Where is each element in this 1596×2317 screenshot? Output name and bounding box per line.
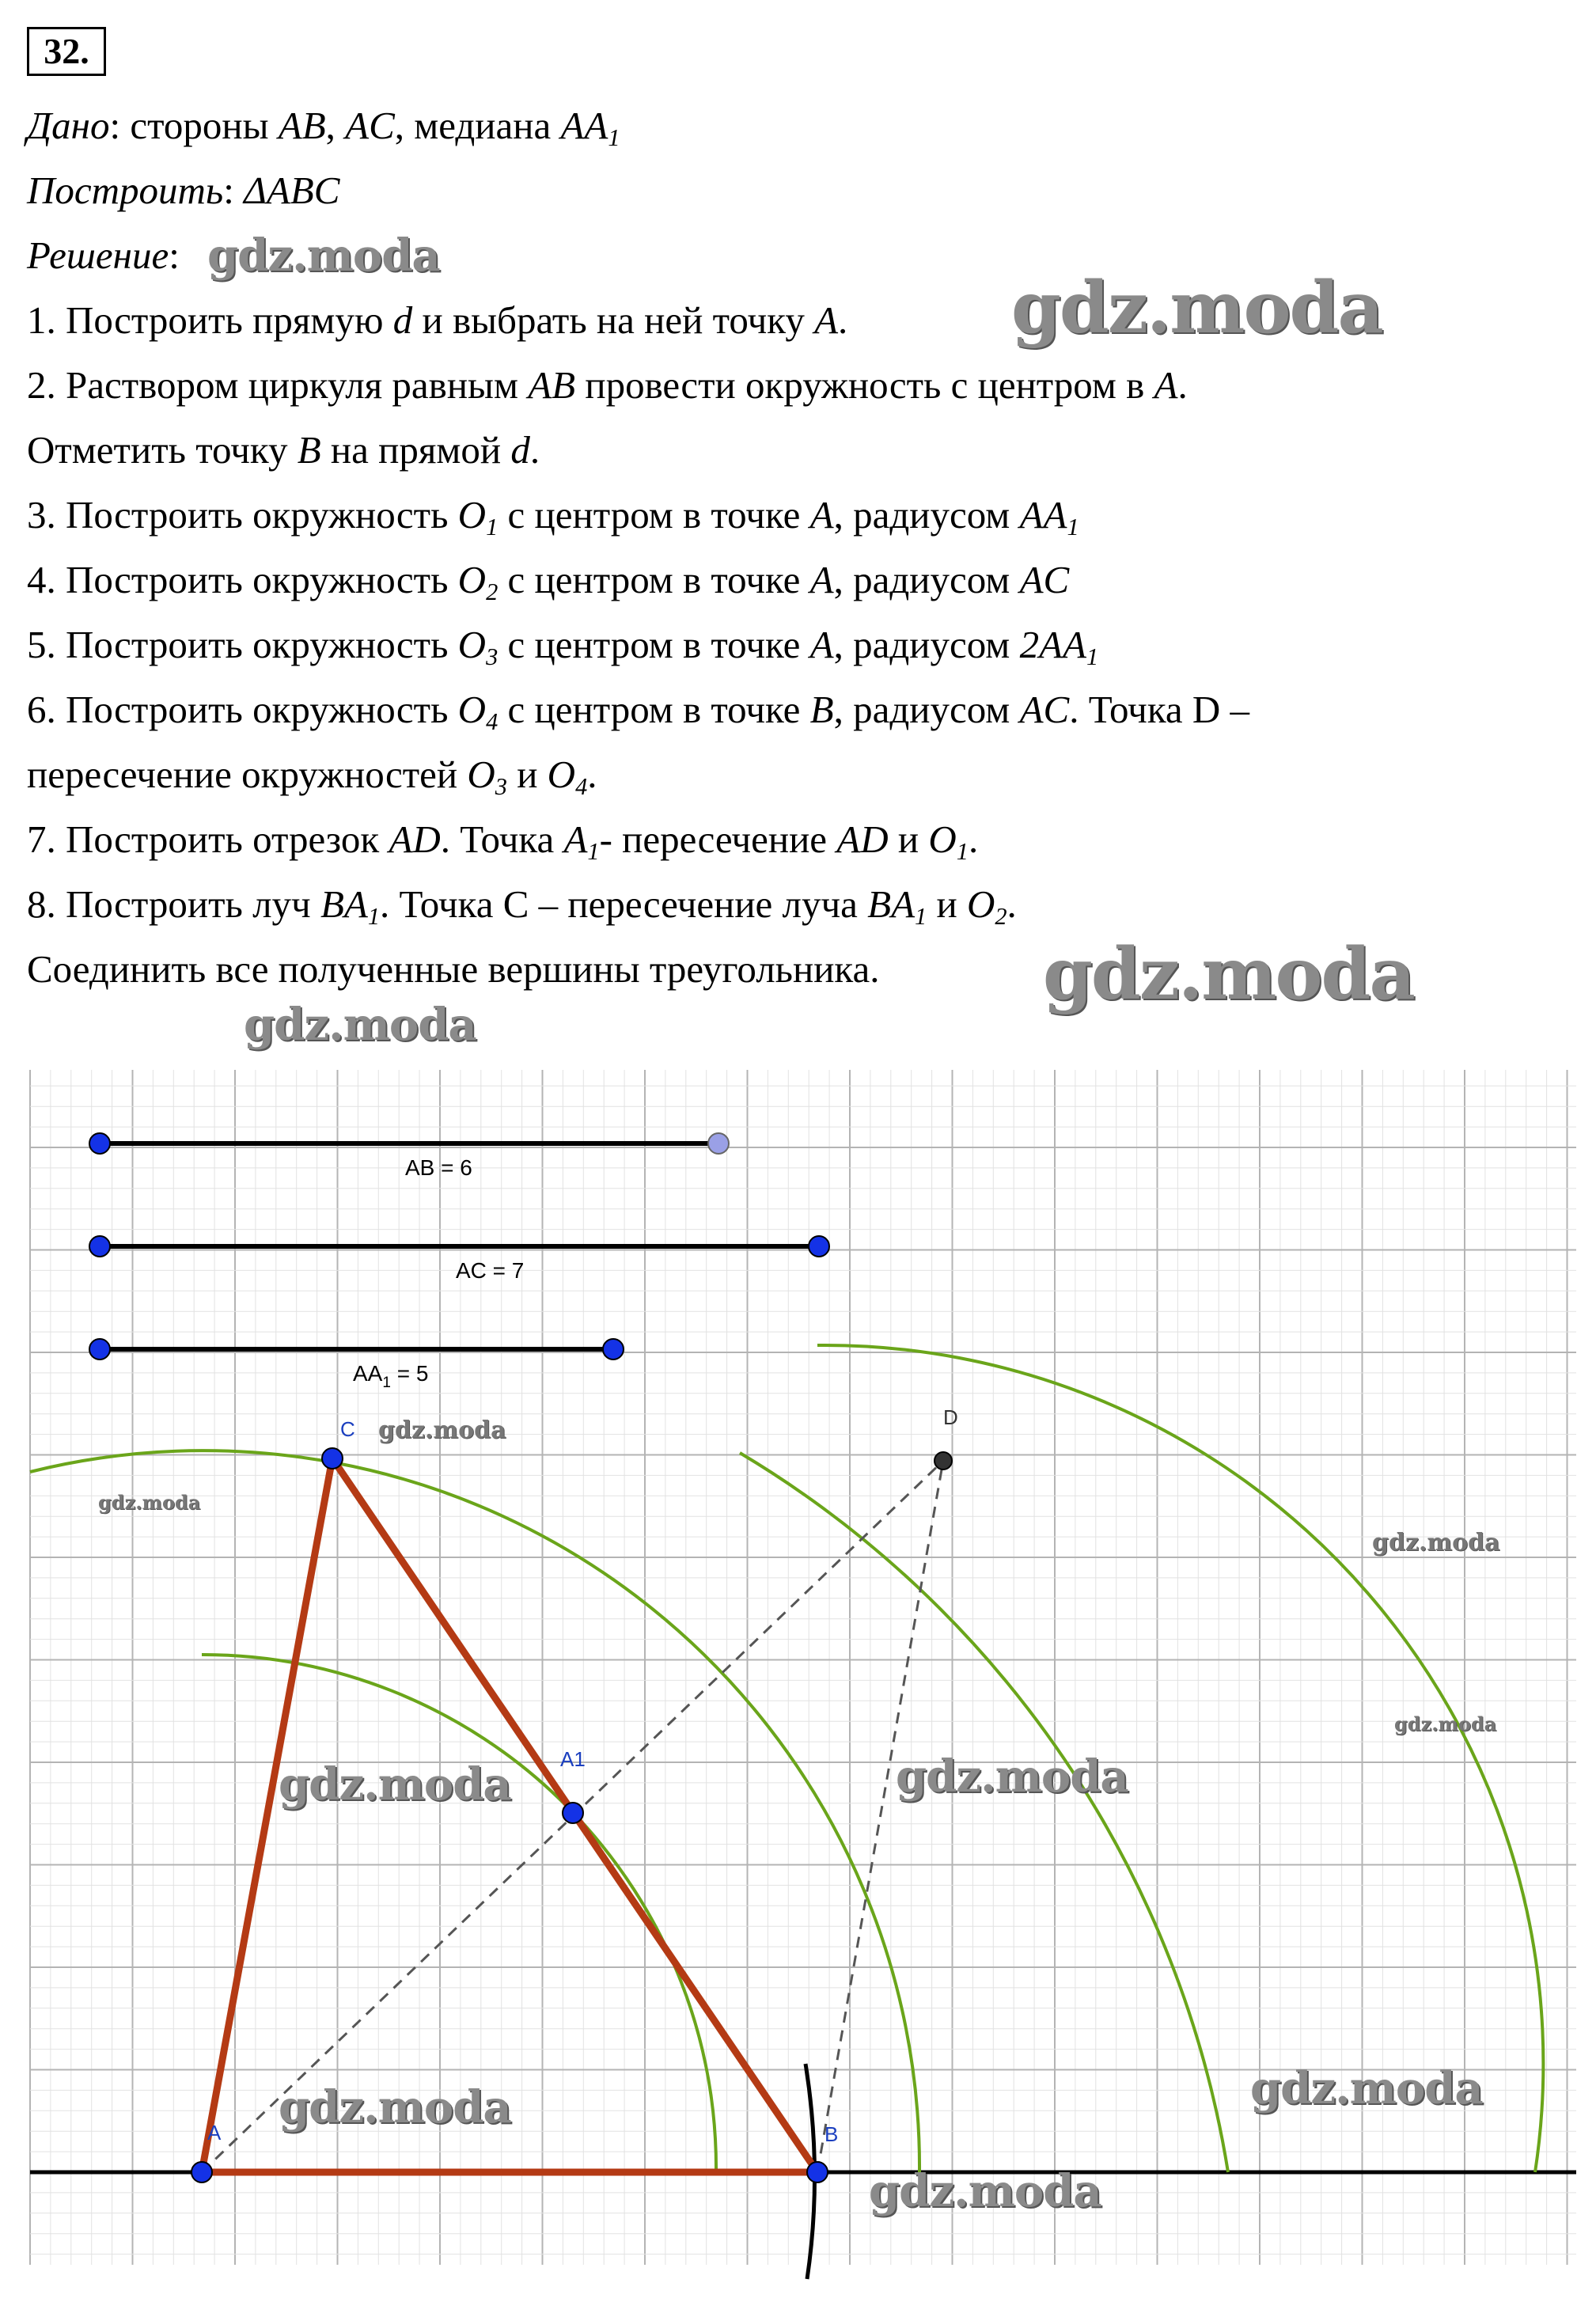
- watermark: gdz.moda: [279, 2081, 511, 2133]
- segment-ab-label: AB = 6: [405, 1155, 472, 1180]
- step-8: 8. Построить луч $BA_1$. Точка С – пересечение луча $BA_1$ и $O_2$.: [27, 882, 1017, 931]
- segment-bd: [817, 1461, 943, 2172]
- circle-o3-arc: [740, 1453, 1228, 2172]
- segment-ab-start-point: [89, 1133, 110, 1154]
- step-4: 4. Построить окружность $O_2$ с центром в точке A, радиусом AC: [27, 558, 1070, 606]
- step-1: 1. Построить прямую d и выбрать на ней точку A.: [27, 298, 848, 342]
- watermark: gdz.moda: [378, 1416, 506, 1444]
- step-3: 3. Построить окружность $O_1$ с центром в точке A, радиусом $AA_1$: [27, 493, 1079, 541]
- watermark: gdz.moda: [1043, 932, 1414, 1016]
- label-b: B: [825, 2122, 839, 2146]
- triangle-abc: [202, 1458, 817, 2172]
- point-b: [807, 2162, 828, 2182]
- step-2: 2. Раствором циркуля равным AB провести окружность с центром в A.: [27, 363, 1188, 407]
- step-2-continued: Отметить точку B на прямой d.: [27, 428, 540, 472]
- point-d: [934, 1452, 952, 1469]
- problem-number: 32.: [27, 27, 106, 76]
- watermark: gdz.moda: [1011, 266, 1382, 350]
- given-label: Дано: [27, 104, 110, 147]
- segment-aa1-end-point: [603, 1339, 624, 1359]
- point-a: [191, 2162, 212, 2182]
- step-6: 6. Построить окружность $O_4$ с центром в точке B, радиусом AC. Точка D –: [27, 688, 1250, 736]
- circle-o2-arc: [30, 1450, 919, 2172]
- watermark: gdz.moda: [869, 2165, 1101, 2217]
- watermark: gdz.moda: [896, 1750, 1128, 1803]
- step-7: 7. Построить отрезок AD. Точка $A_1-$ пересечение AD и $O_1$.: [27, 817, 979, 866]
- given-line: Дано: стороны AB, AC, медиана $AA_1$: [27, 104, 620, 152]
- watermark: gdz.moda: [1372, 1529, 1500, 1557]
- watermark: gdz.moda: [98, 1491, 201, 1514]
- point-c: [322, 1448, 343, 1469]
- segment-ab-end-point: [708, 1133, 729, 1154]
- construction-arcs: [30, 1345, 1543, 2279]
- label-a: A: [207, 2121, 222, 2144]
- construct-label: Построить: [27, 169, 224, 212]
- watermark: gdz.moda: [1394, 1712, 1497, 1735]
- segment-ac-end-point: [809, 1236, 829, 1257]
- watermark: gdz.moda: [244, 999, 476, 1051]
- solution-line: Решение:: [27, 233, 180, 277]
- solution-label: Решение: [27, 233, 169, 277]
- segment-ac-start-point: [89, 1236, 110, 1257]
- point-a1: [563, 1803, 583, 1823]
- watermark: gdz.moda: [279, 1758, 511, 1811]
- watermark: gdz.moda: [207, 229, 440, 282]
- segment-aa1-start-point: [89, 1339, 110, 1359]
- label-d: D: [943, 1405, 958, 1429]
- watermark: gdz.moda: [1250, 2062, 1483, 2114]
- label-a1: A1: [560, 1747, 586, 1771]
- step-5: 5. Построить окружность $O_3$ с центром в точке A, радиусом $2AA_1$: [27, 623, 1099, 671]
- label-c: C: [340, 1417, 355, 1441]
- segment-ac-label: AC = 7: [456, 1258, 525, 1283]
- construct-line: Построить: ΔABC: [27, 169, 340, 212]
- segment-aa1-label: $AA_1 = 5$: [353, 1361, 429, 1391]
- step-6-continued: пересечение окружностей $O_3$ и $O_4$.: [27, 753, 597, 801]
- step-9: Соединить все полученные вершины треугольника.: [27, 947, 880, 991]
